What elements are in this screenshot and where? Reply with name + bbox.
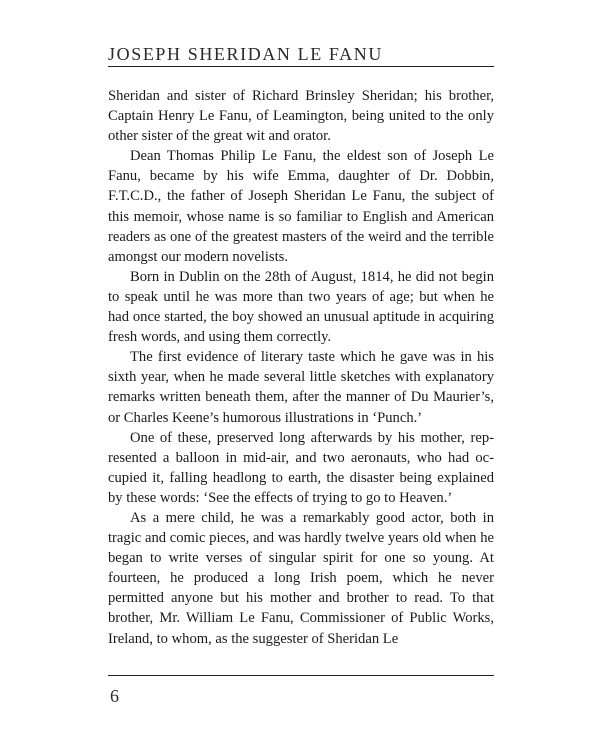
paragraph-3: Born in Dublin on the 28th of August, 1814, he did not begin to speak until he was more than two years of age; but when he had once started, the boy showed an unusual aptitude in acquiring fresh words, and using them correctly. (108, 268, 494, 346)
paragraph-4: The first evidence of literary taste which he gave was in his sixth year, when he made several little sketches with explanatory remarks written beneath them, after the manner of Du Maurier’s, or Charles Keene’s humorous illustrations in ‘Punch.’ (108, 349, 494, 426)
header-rule (108, 66, 494, 67)
paragraph-1: Sheridan and sister of Richard Brinsley Sheridan; his brother, Captain Henry Le Fanu, of Leamington, being united to the only other sister of the great wit and orator. (108, 88, 494, 145)
body-text (108, 86, 494, 649)
page-number: 6 (110, 686, 119, 706)
paragraph-6: As a mere child, he was a remarkably good actor, both in tragic and comic pieces, and was hardly twelve years old when he began to write verses of singular spirit for one so young. At fourteen, he produced a long Irish poem, which he never permitted anyone but his mother and brother to read. To that brother, Mr. William Le Fanu, Commissioner of Public Works, Ireland, to whom, as the suggester of Sheridan Le (108, 509, 494, 647)
paragraph-5: One of these, preserved long afterwards by his mother, represented a balloon in mid-air, and two aeronauts, who had occupied it, falling headlong to earth, the disaster being explained by these words: ‘See the effects of trying to go to Heaven.’ (108, 429, 494, 506)
paragraph-2: Dean Thomas Philip Le Fanu, the eldest son of Joseph Le Fanu, became by his wife Emma, daughter of Dr. Dobbin, F.T.C.D., the father of Joseph Sheridan Le Fanu, the subject of this memoir, whose name is so familiar to English and American readers as one of the greatest masters of the weird and the terrible amongst our modern novelists. (108, 148, 494, 265)
running-head-title: JOSEPH SHERIDAN LE FANU (108, 44, 383, 64)
footer-rule (108, 675, 494, 676)
